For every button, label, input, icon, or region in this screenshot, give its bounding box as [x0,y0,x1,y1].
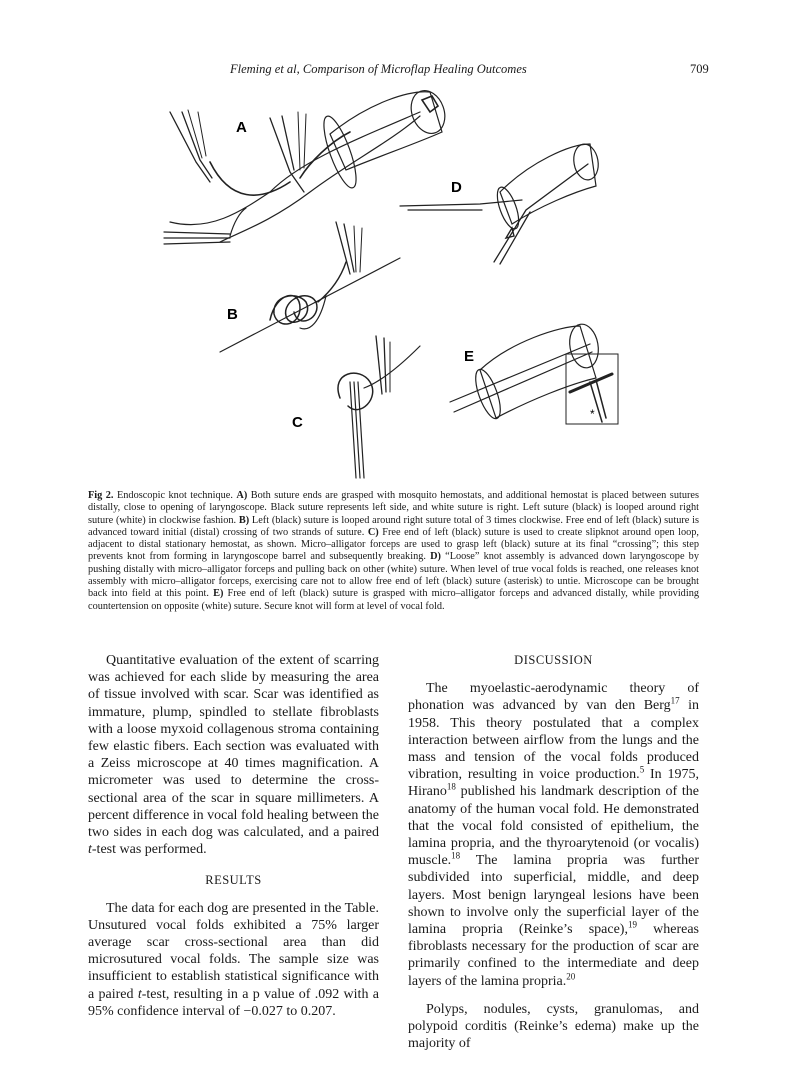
right-column [408,652,699,1052]
discussion-paragraph-1 [408,680,699,990]
caption-a-text: Both suture ends are grasped with mosquito hemostats, and additional hemostat is placed between sutures distally, close to opening of laryngoscope. Black suture represents left side, and white suture is right. Left suture (black) is looped around right suture (white) in clockwise fashion. [88,490,699,526]
reference-superscript: 20 [566,971,576,981]
discussion-text-c: In 1975, Hirano [408,767,699,800]
reference-superscript: 19 [627,919,637,930]
results-text-1: The data for each dog are presented in the Table. Unsutured vocal folds exhibited a 75% larger average scar cross-sectional area than did microsutured vocal folds. The sample size was insufficient to establish statistical significance with a paired [88,900,379,1002]
reference-superscript: 5 [639,764,645,775]
results-t-italic: t [137,986,142,1002]
discussion-text-d: published his landmark description of the anatomy of the human vocal fold. He demonstrated that the vocal fold consisted of epithelium, the lamina propria, and the thyroarytenoid (or vocalis) muscle. [408,784,699,869]
panel-d-laryngoscope [400,142,601,264]
methods-text-2: -test was performed. [91,842,207,858]
panel-b-loops [220,222,400,352]
caption-a-label: A) [236,490,248,501]
panel-a-sutures [164,110,420,244]
discussion-paragraph-2: Polyps, nodules, cysts, granulomas, and polypoid corditis (Reinke’s edema) make up the majority of [408,1001,699,1052]
caption-intro: Endoscopic knot technique. [113,490,237,501]
panel-label-d: D [451,179,462,196]
panel-c-slipknot [338,336,420,478]
asterisk-marker: * [590,407,595,421]
caption-d-text: “Loose” knot assembly is advanced down laryngoscope by pushing distally with micro–alligator forceps and pulling back on other (white) suture. When level of true vocal folds is reached, one releases knot assembly with micro–alligator forceps, exercising care not to allow free end of left (black) suture (asterisk) to untie. Microscope can be brought back into field at this point. [88,551,699,600]
caption-fig-label: Fig 2. [88,490,114,501]
panel-label-a: A [236,119,247,136]
paragraph-gap [408,990,699,1001]
figure-2-illustration [150,82,630,482]
results-paragraph [88,900,379,1020]
reference-superscript: 17 [670,695,680,706]
panel-label-e: E [464,348,475,365]
figure-caption [88,490,699,613]
running-head-title: Fleming et al, Comparison of Microflap Healing Outcomes [230,62,527,76]
left-column [88,652,379,1020]
caption-e-text: Free end of left (black) suture is grasped with micro–alligator forceps and advanced distally, while providing countertension on opposite (white) suture. Secure knot will form at level of vocal fold. [88,588,699,612]
discussion-text-f: whereas fibroblasts necessary for the production of scar are primarily confined to the intermediate and deep layers of the lamina propria. [408,922,699,989]
reference-superscript: 18 [446,781,456,792]
panel-label-c: C [292,414,303,431]
discussion-heading: DISCUSSION [514,653,593,667]
page-number: 709 [690,62,709,76]
caption-e-label: E) [213,588,224,600]
caption-d-label: D) [430,551,441,563]
discussion-text-e: The lamina propria was further subdivided into superficial, middle, and deep layers. Most benign laryngeal lesions have been shown to involve only the superficial layer of the lamina propria (Reinke’s space), [408,853,699,938]
methods-t-italic: t [88,842,92,858]
running-header [0,62,785,80]
caption-c-label: C) [367,526,379,538]
caption-b-text: Left (black) suture is looped around right suture total of 3 times clockwise. Free end of left (black) suture is advanced toward initial (distal) crossing of two strands of suture. [88,514,699,538]
knot-technique-drawing [150,82,630,482]
methods-paragraph [88,652,379,858]
results-text-2: -test, resulting in a p value of .092 with a 95% confidence interval of −0.027 to 0.207. [88,986,379,1019]
results-heading: RESULTS [205,873,262,888]
discussion-text-a: The myoelastic-aerodynamic theory of phonation was advanced by van den Berg [408,681,699,714]
caption-b-label: B) [238,514,250,526]
discussion-text-b: in 1958. This theory postulated that a complex interaction between airflow from the lungs and the mass and tension of the vocal folds produced vibration, resulting in voice production. [408,698,700,783]
panel-label-b: B [227,306,238,323]
reference-superscript: 18 [451,850,461,861]
methods-text-1: Quantitative evaluation of the extent of scarring was achieved for each slide by measuring the area of tissue involved with scar. Scar was identified as immature, plump, spindled to stellate fibroblasts with a loose myxoid collagenous stroma containing few elastic fibers. Each section was evaluated with a Zeiss microscope at 40 times magnification. A micrometer was used to determine the cross-sectional area of the scar in square millimeters. A percent difference in vocal fold healing between the two sides in each dog was calculated, and a paired [88,653,379,841]
caption-c-text: Free end of left (black) suture is used to create slipknot around open loop, adjacent to distal stationary hemostat, as shown. Micro–alligator forceps are used to grasp left (black) suture at its final “crossing”; this step prevents knot from forming in laryngoscope barrel and subsequently breaking. [88,526,699,563]
